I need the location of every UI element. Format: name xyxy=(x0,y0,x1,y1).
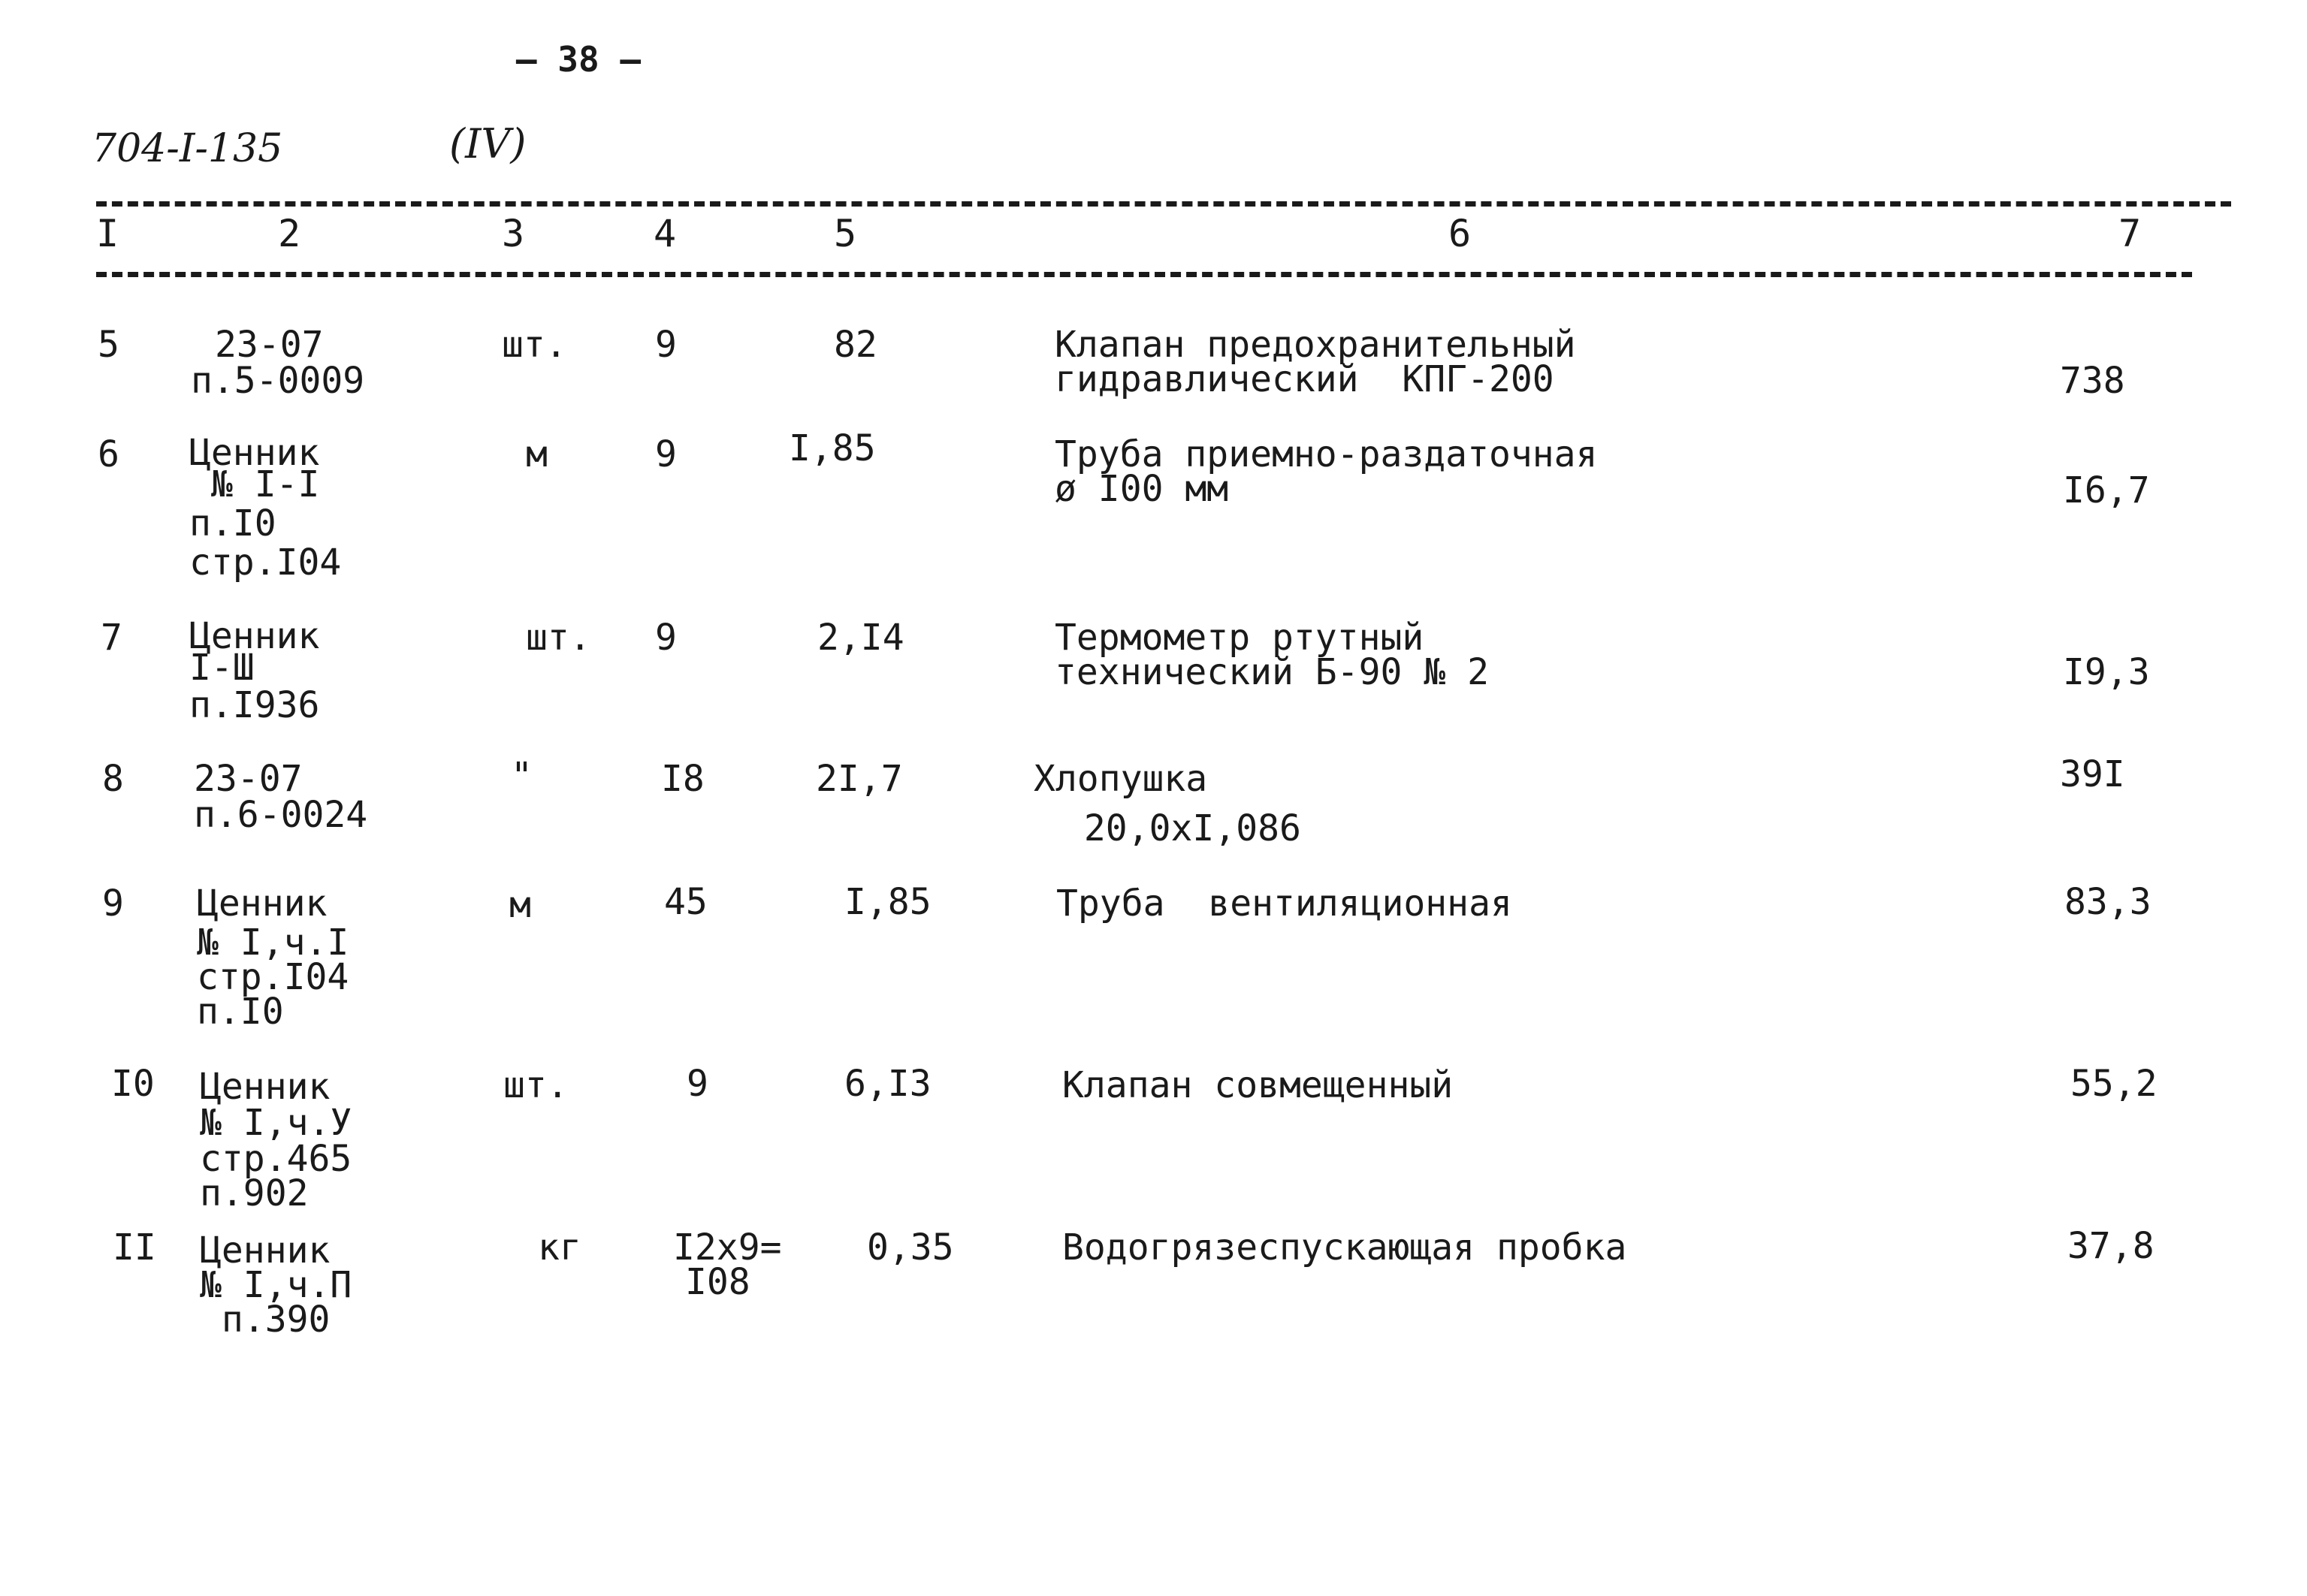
unit-price: I,85 xyxy=(789,427,876,469)
unit: " xyxy=(511,755,533,797)
unit: м xyxy=(526,433,548,475)
source-line: п.390 xyxy=(200,1299,331,1341)
document-code: 704-I-135 xyxy=(92,126,283,171)
column-header-2: 2 xyxy=(278,212,301,255)
unit-price: 2I,7 xyxy=(816,758,903,800)
column-header-6: 6 xyxy=(1448,212,1472,255)
unit-price: 2,I4 xyxy=(817,617,904,659)
sheet-mark: (IV) xyxy=(449,120,527,167)
source-line: 23-07 xyxy=(215,324,324,366)
source-line: Ценник xyxy=(189,432,320,474)
row-number: 9 xyxy=(102,882,124,925)
total-cost: 55,2 xyxy=(2070,1063,2158,1105)
quantity: I2х9= xyxy=(673,1226,782,1269)
total-cost: 37,8 xyxy=(2067,1225,2155,1267)
quantity: I08 xyxy=(685,1261,750,1303)
source-line: стр.I04 xyxy=(189,542,342,584)
column-header-1: I xyxy=(96,212,119,255)
quantity: 9 xyxy=(655,433,677,475)
source-line: стр.I04 xyxy=(197,956,349,998)
item-name-line: Водогрязеспускающая пробка xyxy=(1062,1226,1627,1269)
table-top-rule xyxy=(96,201,2231,207)
source-line: п.902 xyxy=(200,1172,309,1214)
source-line: п.6-0024 xyxy=(194,794,368,836)
quantity: 9 xyxy=(687,1063,708,1105)
unit-price: I,85 xyxy=(844,881,932,923)
source-line: Ценник xyxy=(200,1229,331,1272)
quantity: 9 xyxy=(655,617,677,659)
unit-price: 0,35 xyxy=(867,1226,954,1269)
source-line: Ценник xyxy=(197,882,328,925)
item-name-line: ø I00 мм xyxy=(1055,468,1229,510)
row-number: 5 xyxy=(98,324,119,366)
total-cost: I9,3 xyxy=(2063,651,2150,693)
source-line: № I-I xyxy=(189,463,320,505)
page-number: — 38 — xyxy=(515,39,642,80)
quantity: 9 xyxy=(655,324,677,366)
total-cost: 39I xyxy=(2060,753,2125,795)
item-name-line: технический Б-90 № 2 xyxy=(1055,651,1489,693)
quantity: 45 xyxy=(664,881,708,923)
source-line: № I,ч.I xyxy=(197,922,349,964)
source-line: 23-07 xyxy=(194,758,303,800)
unit: шт. xyxy=(526,617,591,659)
item-name-line: Труба приемно-раздаточная xyxy=(1055,433,1598,475)
total-cost: I6,7 xyxy=(2063,469,2150,511)
source-line: п.5-0009 xyxy=(191,360,365,402)
table-header-rule xyxy=(96,272,2192,277)
total-cost: 83,3 xyxy=(2064,881,2151,923)
row-number: 6 xyxy=(98,433,119,475)
item-name-line: Клапан совмещенный xyxy=(1062,1064,1454,1106)
unit: кг xyxy=(538,1226,581,1269)
item-name-line: Термометр ртутный xyxy=(1055,617,1424,659)
row-number: 7 xyxy=(101,617,122,659)
unit-price: 6,I3 xyxy=(844,1063,932,1105)
column-header-5: 5 xyxy=(834,212,857,255)
column-header-4: 4 xyxy=(654,212,677,255)
item-name-line: Труба вентиляционная xyxy=(1056,882,1512,925)
source-line: п.I936 xyxy=(189,684,320,726)
quantity: I8 xyxy=(661,758,705,800)
source-line: п.I0 xyxy=(197,991,284,1033)
column-header-3: 3 xyxy=(502,212,525,255)
source-line: п.I0 xyxy=(189,502,276,545)
row-number: I0 xyxy=(111,1063,155,1105)
row-number: II xyxy=(113,1226,156,1269)
column-header-7: 7 xyxy=(2118,212,2142,255)
source-line: стр.465 xyxy=(200,1138,352,1180)
source-line: Ценник xyxy=(200,1066,331,1108)
unit-price: 82 xyxy=(834,324,877,366)
row-number: 8 xyxy=(102,758,124,800)
item-name-line: Хлопушка xyxy=(1034,758,1208,800)
unit: шт. xyxy=(503,1064,569,1106)
source-line: № I,ч.У xyxy=(200,1102,352,1144)
source-line: № I,ч.П xyxy=(200,1264,352,1306)
source-line: Ценник xyxy=(189,615,320,657)
item-name-line: Клапан предохранительный xyxy=(1055,324,1576,366)
total-cost: 738 xyxy=(2060,360,2125,402)
item-name-line: гидравлический КПГ-200 xyxy=(1055,358,1554,400)
item-name-line: 20,0хI,086 xyxy=(1062,807,1301,849)
unit: м xyxy=(509,884,531,926)
source-line: I-Ш xyxy=(189,647,255,689)
unit: шт. xyxy=(502,324,567,366)
